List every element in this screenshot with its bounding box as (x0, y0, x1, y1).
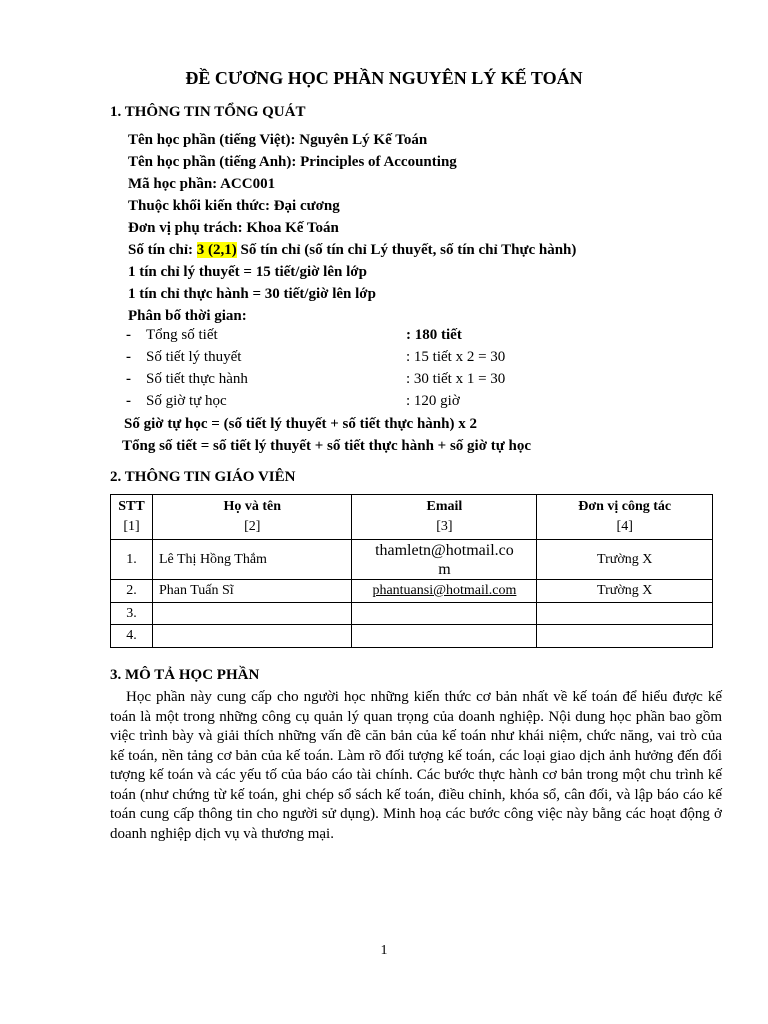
cell-unit: Trường X (537, 580, 713, 603)
table-row (111, 603, 713, 625)
credits-suffix: Số tín chỉ (số tín chỉ Lý thuyết, số tín chỉ Thực hành) (236, 242, 577, 258)
knowledge-block: Thuộc khối kiến thức: Đại cương (128, 198, 340, 214)
section-3-heading: 3. MÔ TẢ HỌC PHẦN (110, 667, 260, 683)
course-name-en: Tên học phần (tiếng Anh): Principles of Accounting (128, 154, 457, 170)
table-row (111, 580, 713, 603)
time-item-label: Số tiết lý thuyết (146, 349, 242, 365)
document-title: ĐỀ CƯƠNG HỌC PHẦN NGUYÊN LÝ KẾ TOÁN (185, 68, 583, 88)
responsible-unit: Đơn vị phụ trách: Khoa Kế Toán (128, 220, 339, 236)
cell-email-link[interactable]: thamletn@hotmail.com (352, 540, 537, 580)
cell-unit (537, 625, 713, 648)
time-item-self-study (126, 393, 646, 413)
cell-stt: 1. (111, 540, 153, 580)
cell-name (152, 625, 351, 648)
cell-unit: Trường X (537, 540, 713, 580)
column-header-email: Email [3] (352, 495, 537, 540)
cell-name (152, 603, 351, 625)
cell-name: Lê Thị Hồng Thắm (152, 540, 351, 580)
cell-email (352, 625, 537, 648)
time-item-practice (126, 371, 646, 391)
column-header-unit: Đơn vị công tác [4] (537, 495, 713, 540)
list-dash: - (126, 393, 131, 409)
teacher-table (110, 494, 713, 648)
time-item-value: : 180 tiết (406, 327, 462, 343)
self-study-formula: Số giờ tự học = (số tiết lý thuyết + số tiết thực hành) x 2 (124, 416, 477, 432)
time-item-label: Tổng số tiết (146, 327, 218, 343)
column-header-name: Họ và tên [2] (152, 495, 351, 540)
time-allocation-label: Phân bố thời gian: (128, 308, 247, 324)
theory-credit-rule: 1 tín chỉ lý thuyết = 15 tiết/giờ lên lớp (128, 264, 367, 280)
time-item-total (126, 327, 646, 347)
list-dash: - (126, 371, 131, 387)
credits-value-highlight: 3 (2,1) (196, 242, 237, 258)
cell-stt: 2. (111, 580, 153, 603)
list-dash: - (126, 327, 131, 343)
list-dash: - (126, 349, 131, 365)
practice-credit-rule: 1 tín chỉ thực hành = 30 tiết/giờ lên lớp (128, 286, 376, 302)
section-1-heading: 1. THÔNG TIN TỔNG QUÁT (110, 104, 306, 120)
cell-stt: 3. (111, 603, 153, 625)
credits-line (128, 240, 576, 260)
page-number: 1 (380, 943, 388, 958)
time-item-theory (126, 349, 646, 369)
time-item-label: Số giờ tự học (146, 393, 227, 409)
cell-email (352, 603, 537, 625)
total-formula: Tổng số tiết = số tiết lý thuyết + số tiết thực hành + số giờ tự học (122, 438, 532, 454)
course-code: Mã học phần: ACC001 (128, 176, 276, 192)
table-row (111, 540, 713, 580)
time-item-value: : 30 tiết x 1 = 30 (406, 371, 506, 387)
table-header-row (111, 495, 713, 540)
credits-prefix: Số tín chỉ: (128, 242, 197, 258)
column-header-stt: STT [1] (111, 495, 153, 540)
time-item-label: Số tiết thực hành (146, 371, 248, 387)
time-item-value: : 120 giờ (406, 393, 460, 409)
cell-stt: 4. (111, 625, 153, 648)
cell-unit (537, 603, 713, 625)
cell-name: Phan Tuấn Sĩ (152, 580, 351, 603)
course-description: Học phần này cung cấp cho người học những kiến thức cơ bản nhất về kế toán để hiểu được kế toán là một trong những công cụ quản lý quan trọng của doanh nghiệp. Nội dung học phần bao gồm việc trình bày và giải thích những vấn đề căn bản của kế toán như khái niệm, chức năng, vai trò của kế toán, nền tảng cơ bản của kế toán. Làm rõ đối tượng kế toán, các loại giao dịch ảnh hưởng đến đối tượng kế toán và các yếu tố của báo cáo tài chính. Các bước thực hành cơ bản trong một chu trình kế toán (như chứng từ kế toán, ghi chép sổ sách kế toán, điều chỉnh, khóa sổ, cân đối, và lập báo cáo kế toán cung cấp thông tin cho người sử dụng). Minh hoạ các bước công việc này bằng các hoạt động ở doanh nghiệp dịch vụ và thương mại. (110, 689, 722, 842)
time-item-value: : 15 tiết x 2 = 30 (406, 349, 506, 365)
cell-email-link[interactable]: phantuansi@hotmail.com (352, 580, 537, 603)
table-row (111, 625, 713, 648)
course-name-vi: Tên học phần (tiếng Việt): Nguyên Lý Kế Toán (128, 132, 428, 148)
section-2-heading: 2. THÔNG TIN GIÁO VIÊN (110, 469, 296, 485)
